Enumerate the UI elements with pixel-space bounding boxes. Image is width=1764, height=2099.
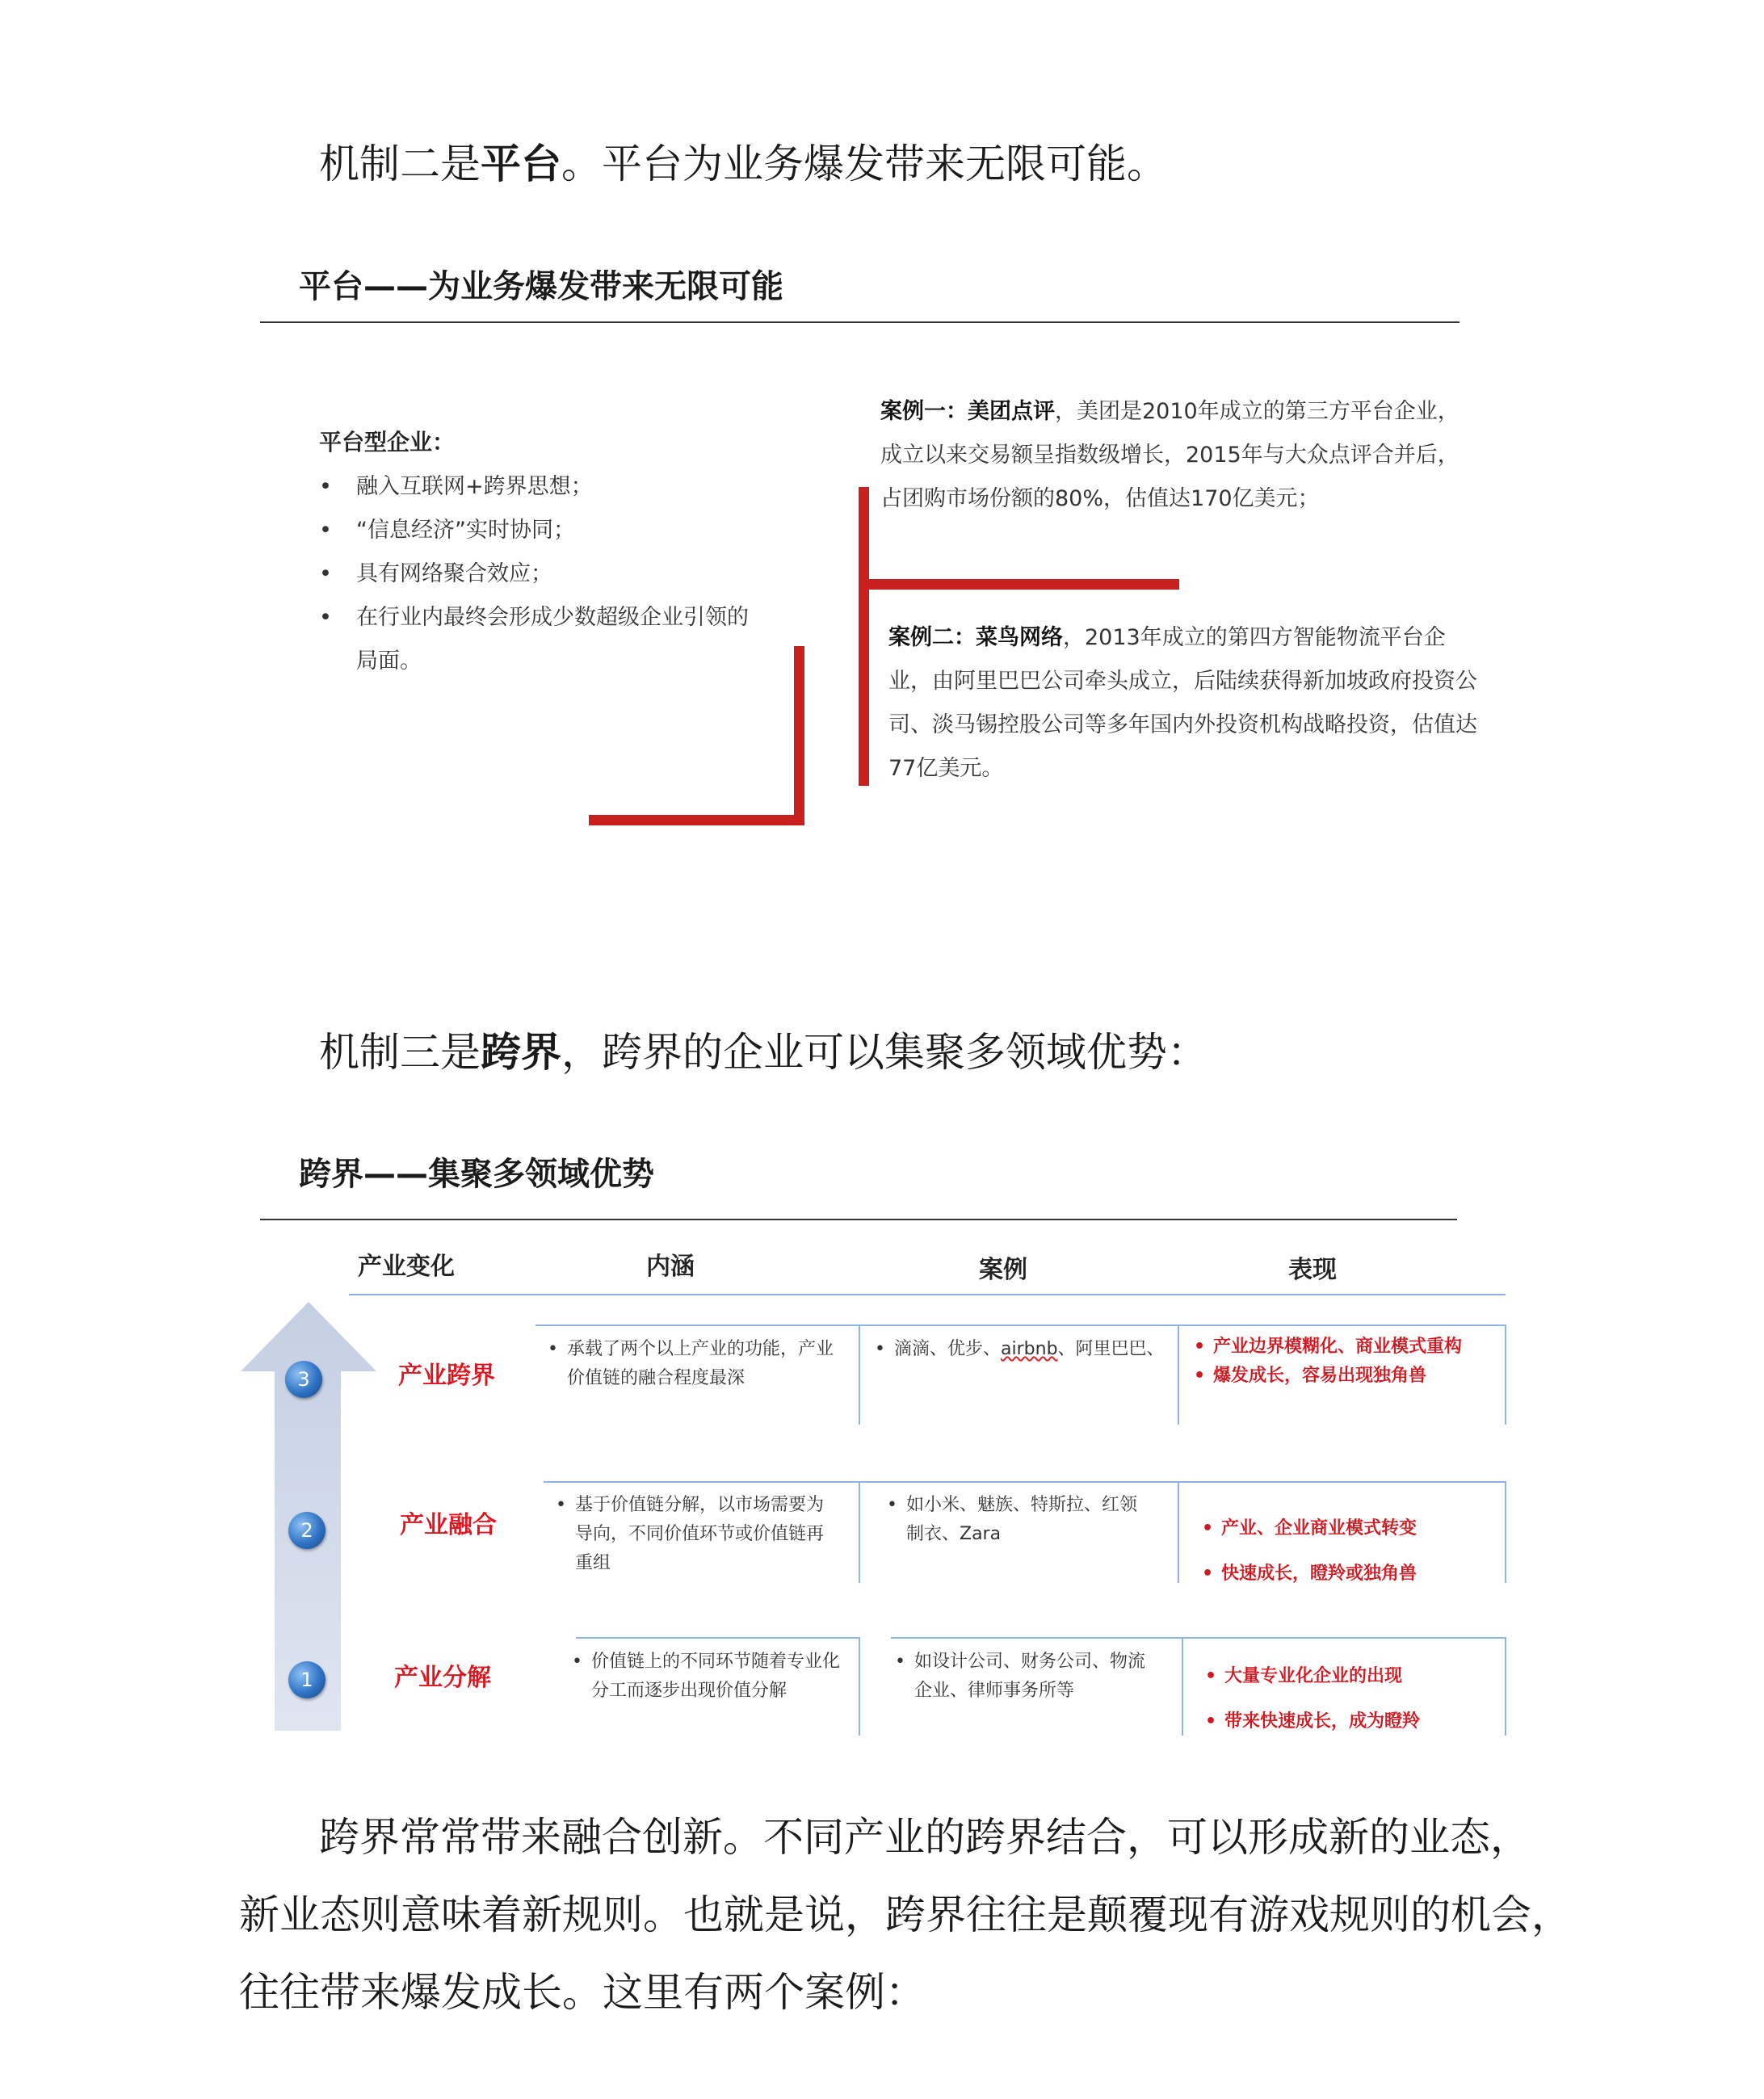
paragraph-closing-line-3: 往往带来爆发成长。这里有两个案例： (239, 1969, 926, 2016)
case-cainiao (888, 616, 1478, 791)
red-bracket-vertical-left (794, 646, 804, 825)
platform-list (319, 465, 755, 683)
intro-prefix: 机制二是 (319, 141, 481, 187)
intro-prefix: 机制三是 (319, 1029, 481, 1076)
level-2-badge: 2 (288, 1512, 326, 1549)
platform-list-block (319, 420, 755, 683)
cases-text: 滴滴、优步、 (894, 1339, 1002, 1359)
header-underline (349, 1294, 1506, 1295)
case-label: 案例二：菜鸟网络 (888, 625, 1063, 650)
level-3-badge: 3 (285, 1361, 322, 1398)
meaning-cell (572, 1648, 846, 1706)
paragraph-platform-intro (319, 140, 1167, 187)
case-meituan (880, 390, 1478, 521)
list-item: • 产业、企业商业模式转变 (1202, 1506, 1501, 1551)
cases-cell (895, 1648, 1161, 1706)
intro-bold-term: 跨界 (481, 1028, 561, 1076)
list-item: • 带来快速成长，成为瞪羚 (1205, 1699, 1496, 1744)
figure-title-rule (260, 1219, 1457, 1220)
intro-suffix: ，跨界的企业可以集聚多领域优势： (561, 1029, 1208, 1076)
list-item: • “信息经济”实时协同； (319, 509, 755, 552)
paragraph-closing-line-2: 新业态则意味着新规则。也就是说，跨界往往是颠覆现有游戏规则的机会， (239, 1891, 1572, 1938)
cases-cell (887, 1491, 1153, 1549)
header-cases: 案例 (979, 1256, 1027, 1284)
list-item: • 爆发成长，容易出现独角兽 (1194, 1362, 1509, 1391)
figure-title-platform: 平台——为业务爆发带来无限可能 (299, 268, 783, 305)
list-item: • 承载了两个以上产业的功能，产业价值链的融合程度最深 (548, 1335, 846, 1393)
case-text: ，美团是2010年成立的第三方平台企业，成立以来交易额呈指数级增长，2015年与大众点评合并后，占团购市场份额的80%，估值达170亿美元； (880, 399, 1460, 511)
red-bracket-horizontal-left (589, 815, 804, 825)
meaning-cell (548, 1335, 846, 1393)
meaning-cell (556, 1491, 838, 1578)
cases-text: 、阿里巴巴、 (1057, 1339, 1165, 1359)
figure-title-crossborder: 跨界——集聚多领域优势 (299, 1156, 654, 1193)
list-item (875, 1335, 1182, 1364)
paragraph-crossborder-intro (319, 1028, 1208, 1076)
header-meaning: 内涵 (646, 1253, 695, 1281)
performance-cell (1202, 1506, 1501, 1597)
level-1-badge: 1 (288, 1661, 326, 1698)
list-item: • 价值链上的不同环节随着专业化分工而逐步出现价值分解 (572, 1648, 846, 1706)
list-item: • 产业边界模糊化、商业模式重构 (1194, 1333, 1509, 1362)
level-label: 产业融合 (400, 1511, 497, 1539)
red-bracket-vertical-right (859, 487, 869, 786)
cases-cell (875, 1335, 1182, 1364)
header-industry-change: 产业变化 (358, 1253, 455, 1281)
list-item: • 大量专业化企业的出现 (1205, 1654, 1496, 1699)
level-label: 产业跨界 (398, 1362, 495, 1390)
platform-list-heading: 平台型企业： (319, 429, 456, 455)
red-bracket-horizontal-right (859, 579, 1179, 590)
list-item: • 如设计公司、财务公司、物流企业、律师事务所等 (895, 1648, 1161, 1706)
header-performance: 表现 (1288, 1256, 1337, 1284)
list-item: • 具有网络聚合效应； (319, 552, 755, 596)
list-item: • 如小米、魅族、特斯拉、红领制衣、Zara (887, 1491, 1153, 1549)
list-item: • 基于价值链分解，以市场需要为导向，不同价值环节或价值链再重组 (556, 1491, 838, 1578)
level-label: 产业分解 (394, 1664, 491, 1692)
performance-cell (1194, 1333, 1509, 1391)
intro-bold-term: 平台 (481, 140, 561, 187)
performance-cell (1205, 1654, 1496, 1744)
list-item: • 快速成长，瞪羚或独角兽 (1202, 1551, 1501, 1597)
list-item: • 融入互联网+跨界思想； (319, 465, 755, 509)
intro-suffix: 。平台为业务爆发带来无限可能。 (561, 141, 1167, 187)
case-text: ，2013年成立的第四方智能物流平台企业，由阿里巴巴公司牵头成立，后陆续获得新加坡政府投资公司、淡马锡控股公司等多年国内外投资机构战略投资，估值达77亿美元。 (888, 625, 1477, 781)
case-label: 案例一：美团点评 (880, 399, 1055, 424)
list-item: • 在行业内最终会形成少数超级企业引领的局面。 (319, 596, 755, 683)
cases-text-wavy: airbnb (1001, 1339, 1058, 1359)
figure-title-rule (260, 321, 1460, 323)
paragraph-closing-line-1: 跨界常常带来融合创新。不同产业的跨界结合，可以形成新的业态， (319, 1814, 1531, 1861)
